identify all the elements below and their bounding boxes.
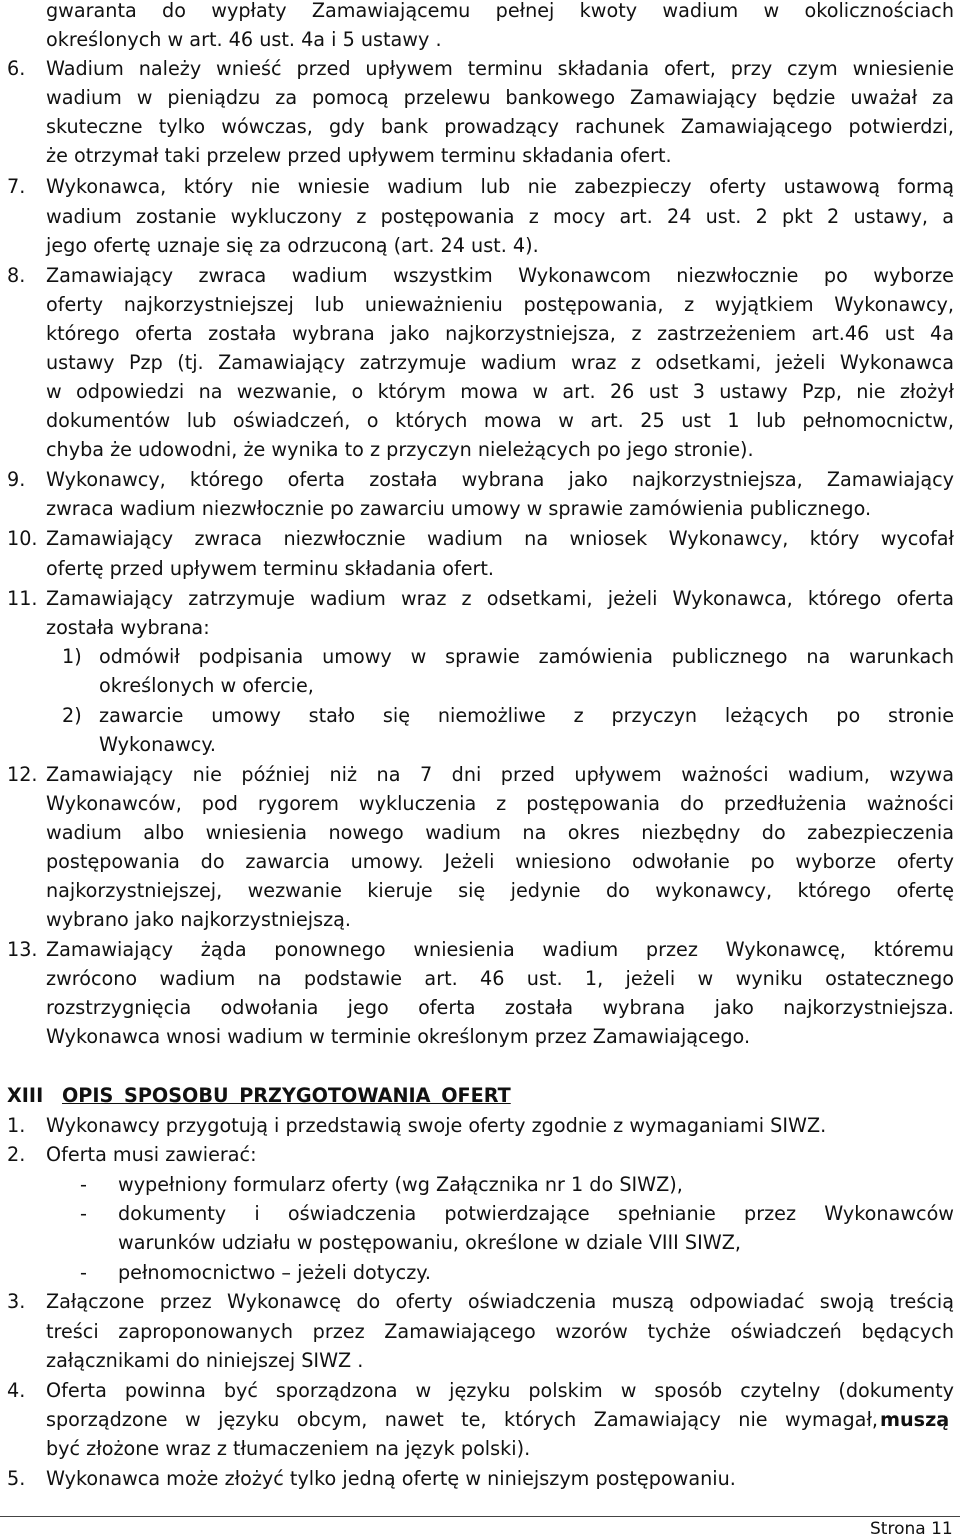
paragraph-line	[0, 435, 960, 464]
text-line: Wykonawca, który nie wniesie wadium lub nie zabezpieczy oferty ustawową formą	[46, 175, 954, 198]
text-line: skuteczne tylko wówczas, gdy bank prowadzący rachunek Zamawiającego potwierdzi,	[46, 115, 954, 138]
text-line: ustawy Pzp (tj. Zamawiający zatrzymuje wadium wraz z odsetkami, jeżeli Wykonawca	[46, 351, 954, 374]
text-line: odmówił podpisania umowy w sprawie zamówienia publicznego na warunkach	[99, 645, 954, 668]
list-item-12	[0, 760, 960, 789]
text-line: wadium w pieniądzu za pomocą przelewu bankowego Zamawiający będzie uważał za	[46, 86, 954, 109]
paragraph-line	[0, 1346, 960, 1375]
section-heading	[0, 1081, 960, 1110]
list-number: 11.	[7, 587, 38, 610]
paragraph-line	[0, 406, 960, 435]
text-line: wadium zostanie wykluczony z postępowania z mocy art. 24 ust. 2 pkt 2 ustawy, a	[46, 205, 954, 228]
text-line: warunków udziału w postępowaniu, określone w dziale VIII SIWZ,	[118, 1231, 741, 1254]
paragraph-line	[0, 993, 960, 1022]
text-line: wadium albo wniesienia nowego wadium na okres niezbędny do zabezpieczenia	[46, 821, 954, 844]
text-line: Zamawiający nie później niż na 7 dni przed upływem ważności wadium, wzywa	[46, 763, 954, 786]
bullet-item	[0, 1199, 960, 1228]
section-item-5	[0, 1464, 960, 1493]
paragraph-line	[0, 141, 960, 170]
list-number: 6.	[7, 57, 26, 80]
section-title: OPIS SPOSOBU PRZYGOTOWANIA OFERT	[62, 1084, 511, 1107]
section-item-1	[0, 1111, 960, 1140]
page-number: Strona 11	[870, 1519, 953, 1539]
list-item-10	[0, 524, 960, 553]
paragraph-line	[0, 818, 960, 847]
text-line: jego ofertę uznaje się za odrzuconą (art. 24 ust. 4).	[46, 234, 539, 257]
list-number: 13.	[7, 938, 38, 961]
list-number: 1.	[7, 1114, 26, 1137]
paragraph-line	[0, 876, 960, 905]
list-number: 4.	[7, 1379, 26, 1402]
text-line: dokumenty i oświadczenia potwierdzające spełnianie przez Wykonawców	[118, 1202, 954, 1225]
list-number: 7.	[7, 175, 26, 198]
sub-item-1	[0, 642, 960, 671]
text-line: określonych w ofercie,	[99, 674, 314, 697]
list-item-11	[0, 584, 960, 613]
dash-bullet: -	[80, 1261, 87, 1284]
paragraph-line	[0, 671, 960, 700]
text-line: Zamawiający zwraca niezwłocznie wadium na wniosek Wykonawcy, który wycofał	[46, 527, 954, 550]
text-line: być złożone wraz z tłumaczeniem na język polski).	[46, 1437, 531, 1460]
paragraph-line	[0, 319, 960, 348]
footer-divider	[0, 1516, 960, 1517]
list-item-7	[0, 172, 960, 201]
paragraph-line	[0, 1434, 960, 1463]
emphasis-text: muszą	[880, 1408, 950, 1431]
text-line: że otrzymał taki przelew przed upływem terminu składania ofert.	[46, 144, 672, 167]
paragraph-line	[0, 1022, 960, 1051]
paragraph-line	[0, 847, 960, 876]
paragraph-line	[0, 730, 960, 759]
dash-bullet: -	[80, 1202, 87, 1225]
dash-bullet: -	[80, 1173, 87, 1196]
text-line: Wykonawcy przygotują i przedstawią swoje oferty zgodnie z wymaganiami SIWZ.	[46, 1114, 827, 1137]
list-number: 10.	[7, 527, 38, 550]
paragraph-line	[0, 25, 960, 54]
text-line: Załączone przez Wykonawcę do oferty oświadczenia muszą odpowiadać swoją treścią	[46, 1290, 954, 1313]
text-line: którego oferta została wybrana jako najkorzystniejsza, z zastrzeżeniem art.46 ust 4a	[46, 322, 954, 345]
paragraph-line	[0, 789, 960, 818]
paragraph-line	[0, 1228, 960, 1257]
text-line: pełnomocnictwo – jeżeli dotyczy.	[118, 1261, 432, 1284]
paragraph-line	[0, 905, 960, 934]
text-line: załącznikami do niniejszej SIWZ .	[46, 1349, 364, 1372]
list-item-9	[0, 465, 960, 494]
list-number: 3.	[7, 1290, 26, 1313]
text-line: zwrócono wadium na podstawie art. 46 ust. 1, jeżeli w wyniku ostatecznego	[46, 967, 954, 990]
text-line: Zamawiający zatrzymuje wadium wraz z odsetkami, jeżeli Wykonawca, którego oferta	[46, 587, 954, 610]
text-line: postępowania do zawarcia umowy. Jeżeli wniesiono odwołanie po wyborze oferty	[46, 850, 954, 873]
paragraph-line	[0, 83, 960, 112]
section-item-2	[0, 1140, 960, 1169]
text-line: Oferta musi zawierać:	[46, 1143, 257, 1166]
text-line: Wadium należy wnieść przed upływem terminu składania ofert, przy czym wniesienie	[46, 57, 954, 80]
list-item-6	[0, 54, 960, 83]
sub-item-2	[0, 701, 960, 730]
section-number: XIII	[7, 1084, 44, 1107]
text-line: Wykonawcy, którego oferta została wybrana jako najkorzystniejsza, Zamawiający	[46, 468, 954, 491]
text-line: gwaranta do wypłaty Zamawiającemu pełnej kwoty wadium w okolicznościach	[46, 0, 954, 22]
text-line: najkorzystniejszej, wezwanie kieruje się jedynie do wykonawcy, którego ofertę	[46, 879, 954, 902]
text-line: Oferta powinna być sporządzona w języku polskim w sposób czytelny (dokumenty	[46, 1379, 954, 1402]
paragraph-line	[0, 202, 960, 231]
text-line: sporządzone w języku obcym, nawet te, których Zamawiający nie wymagał,	[46, 1408, 878, 1431]
list-item-13	[0, 935, 960, 964]
text-line: wybrano jako najkorzystniejszą.	[46, 908, 352, 931]
paragraph-line	[0, 1317, 960, 1346]
paragraph-line	[0, 964, 960, 993]
text-line: Wykonawca może złożyć tylko jedną ofertę w niniejszym postępowaniu.	[46, 1467, 736, 1490]
text-line: Wykonawca wnosi wadium w terminie określonym przez Zamawiającego.	[46, 1025, 751, 1048]
text-line: treści zaproponowanych przez Zamawiającego wzorów tychże oświadczeń będących	[46, 1320, 954, 1343]
text-line: zwraca wadium niezwłocznie po zawarciu umowy w sprawie zamówienia publicznego.	[46, 497, 872, 520]
paragraph-line	[0, 554, 960, 583]
paragraph-line	[0, 1405, 960, 1434]
section-item-3	[0, 1287, 960, 1316]
paragraph-line	[0, 231, 960, 260]
paragraph-line	[0, 112, 960, 141]
text-line: Zamawiający zwraca wadium wszystkim Wykonawcom niezwłocznie po wyborze	[46, 264, 954, 287]
text-line: zawarcie umowy stało się niemożliwe z przyczyn leżących po stronie	[99, 704, 954, 727]
list-item-8	[0, 261, 960, 290]
text-line: chyba że udowodni, że wynika to z przyczyn nieleżących po jego stronie).	[46, 438, 754, 461]
paragraph-line	[0, 613, 960, 642]
sub-number: 2)	[62, 704, 82, 727]
text-line: Zamawiający żąda ponownego wniesienia wadium przez Wykonawcę, któremu	[46, 938, 954, 961]
paragraph-line	[0, 0, 960, 25]
text-line: określonych w art. 46 ust. 4a i 5 ustawy .	[46, 28, 442, 51]
text-line: dokumentów lub oświadczeń, o których mowa w art. 25 ust 1 lub pełnomocnictw,	[46, 409, 954, 432]
text-line: w odpowiedzi na wezwanie, o którym mowa w art. 26 ust 3 ustawy Pzp, nie złożył	[46, 380, 954, 403]
list-number: 9.	[7, 468, 26, 491]
text-line: Wykonawcy.	[99, 733, 217, 756]
paragraph-line	[0, 377, 960, 406]
text-line: oferty najkorzystniejszej lub unieważnieniu postępowania, z wyjątkiem Wykonawcy,	[46, 293, 954, 316]
paragraph-line	[0, 348, 960, 377]
text-line: ofertę przed upływem terminu składania ofert.	[46, 557, 495, 580]
text-line: Wykonawców, pod rygorem wykluczenia z postępowania do przedłużenia ważności	[46, 792, 954, 815]
bullet-item	[0, 1170, 960, 1199]
sub-number: 1)	[62, 645, 82, 668]
list-number: 2.	[7, 1143, 26, 1166]
paragraph-line	[0, 290, 960, 319]
paragraph-line	[0, 494, 960, 523]
list-number: 5.	[7, 1467, 26, 1490]
text-line: wypełniony formularz oferty (wg Załącznika nr 1 do SIWZ),	[118, 1173, 683, 1196]
bullet-item	[0, 1258, 960, 1287]
list-number: 12.	[7, 763, 38, 786]
text-line: rozstrzygnięcia odwołania jego oferta została wybrana jako najkorzystniejsza.	[46, 996, 954, 1019]
list-number: 8.	[7, 264, 26, 287]
section-item-4	[0, 1376, 960, 1405]
text-line: została wybrana:	[46, 616, 210, 639]
